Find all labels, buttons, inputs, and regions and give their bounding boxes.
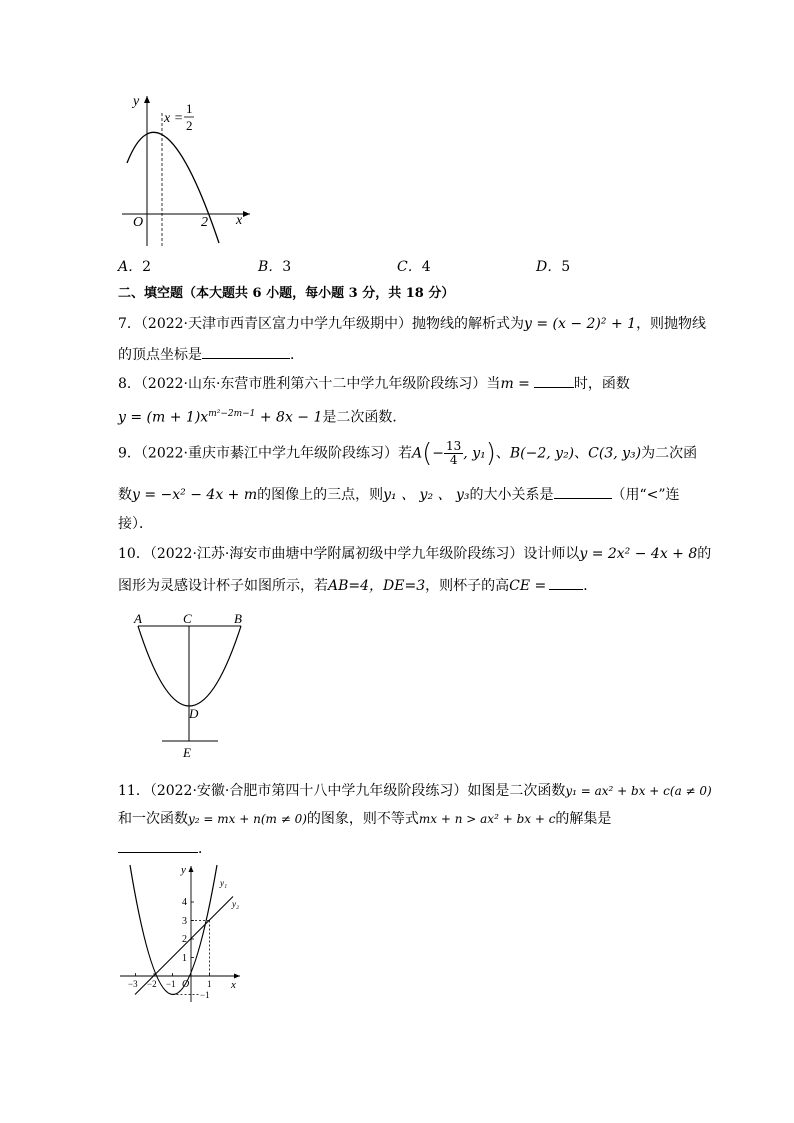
graph1-x-label: x [236,213,243,228]
q11-stem-a: 11．（2022·安徽·合肥市第四十八中学九年级阶段练习）如图是二次函数 [118,783,566,799]
q10-target: CE = [509,578,547,594]
question-10-line-2 [118,575,597,596]
graph1-x-arrow [243,211,250,217]
q9-point-b: B(−2, y₂) [509,445,575,462]
graph2-xtick-label-m2: −2 [147,979,157,989]
graph-1-parabola [112,88,257,253]
cup-label-a: A [134,611,142,626]
graph1-y-label: y [133,94,140,109]
option-b[interactable] [258,257,291,277]
q8-exponent: m²−2m−1 [208,409,256,419]
graph2-y2-label: y₂ [232,899,240,909]
question-9-line-2 [118,484,680,505]
q9-paren-open: ( [422,438,433,469]
q9-sep-1: 、 [495,445,510,462]
graph2-y1-label: y₁ [220,878,228,888]
graph2-xtick-label-m3: −3 [128,979,138,989]
cup-label-c: C [183,611,192,626]
graph-2-functions [112,860,252,1005]
option-d[interactable] [536,257,570,277]
graph1-root-label: 2 [201,215,208,230]
option-a[interactable] [118,257,151,277]
q9-stem-f: （用“<”连 [611,487,680,503]
q9-stem-d: 的图像上的三点，则 [257,487,384,503]
q9-stem-c: 数 [118,487,132,503]
graph2-x-arrow [234,974,240,979]
graph2-y-label: y [181,864,186,876]
q8-stem-a: 8．（2022·山东·东营市胜利第六十二中学九年级阶段练习）当 [118,376,501,392]
q9-paren-close: ) [485,438,496,469]
question-9-line-3: 接）． [118,516,153,532]
q9-point-c: C(3, y₃) [588,445,642,462]
q9-fraction [444,440,463,467]
option-c-value: 4 [421,259,431,275]
q9-answer-blank[interactable] [554,484,612,499]
q7-stem-a: 7．（2022·天津市西青区富力中学九年级期中）抛物线的解析式为 [118,316,524,332]
question-8-line-2 [118,404,406,428]
question-11-line-2 [118,809,611,829]
graph2-neg-one-label: −1 [200,990,210,1000]
option-b-value: 3 [282,259,292,275]
q8-answer-blank[interactable] [534,373,574,388]
graph2-x-label: x [231,979,236,991]
q9-y1: , y₁ [463,445,486,462]
graph2-origin: O [182,979,190,990]
q10-formula: y = 2x² − 4x + 8 [579,546,698,562]
graph2-ytick-label-3: 3 [182,916,187,927]
cup-figure [126,608,256,763]
graph1-origin-label: O [133,215,144,230]
q7-formula: y = (x − 2)² + 1 [524,316,637,332]
q9-point-a: A [412,445,423,462]
q11-stem-c: 的图象，则不等式 [306,811,419,827]
option-d-value: 5 [561,259,571,275]
q11-formula-1: y₁ = ax² + bx + c(a ≠ 0) [565,784,712,798]
option-b-letter: B． [258,259,283,275]
q11-formula-2: y₂ = mx + n(m ≠ 0) [188,812,307,826]
question-8-line-1 [118,373,630,394]
option-a-letter: A． [118,259,143,275]
question-11-line-3 [118,838,212,859]
graph2-xtick-label-m1: −1 [166,979,176,989]
q11-stem-b: 和一次函数 [118,811,188,827]
q8-formula-b: + 8x − 1 [255,409,323,426]
q11-answer-blank[interactable] [118,838,198,853]
question-7-line-2 [118,344,304,365]
q9-stem-a: 9．（2022·重庆市綦江中学九年级阶段练习）若 [118,445,412,462]
q9-frac-den: 4 [449,453,458,467]
q11-stem-d: 的解集是 [555,811,612,827]
cup-label-b: B [234,611,242,626]
q7-end: ． [290,347,304,363]
q7-answer-blank[interactable] [202,344,290,359]
question-10-line-1 [118,544,711,564]
graph2-y-arrow [189,866,194,872]
q9-ys: y₁ 、 y₂ 、 y₃ [383,487,470,503]
q10-stem-b: 的 [697,546,712,562]
question-7-line-1 [118,314,706,334]
graph1-axis-num: 1 [186,101,193,116]
graph2-ytick-label-4: 4 [182,897,187,908]
q11-end: ． [198,841,212,857]
cup-label-d: D [189,706,199,721]
q9-neg: − [432,445,445,462]
q9-stem-b: 为二次函 [641,445,698,462]
q10-condition: AB=4，DE=3 [328,578,426,594]
graph2-xtick-label-1: 1 [207,979,212,989]
q7-stem-b: ，则抛物线 [636,316,707,332]
graph2-parabola-y1 [130,865,217,995]
q9-sep-2: 、 [574,445,589,462]
q9-stem-e: 的大小关系是 [469,487,554,503]
option-d-letter: D． [536,259,562,275]
option-a-value: 2 [142,259,152,275]
q8-m-eq: m = [500,376,530,392]
q7-stem-c: 的顶点坐标是 [118,347,202,363]
graph1-axis-eq: x = [164,111,184,126]
graph1-y-arrow [144,96,150,103]
graph2-ytick-label-2: 2 [182,934,187,945]
q9-frac-num: 13 [446,439,462,453]
question-11-line-1 [118,781,712,801]
q8-stem-c: 是二次函数． [322,409,407,426]
q10-stem-a: 10．（2022·江苏·海安市曲塘中学附属初级中学九年级阶段练习）设计师以 [118,546,580,562]
q10-stem-d: ，则杯子的高 [425,578,510,594]
graph2-ytick-label-1: 1 [182,953,187,964]
q10-stem-c: 图形为灵感设计杯子如图所示，若 [118,578,328,594]
q10-answer-blank[interactable] [549,575,583,590]
q9-formula: y = −x² − 4x + m [132,487,258,503]
q11-inequality: mx + n > ax² + bx + c [418,812,556,826]
graph1-axis-den: 2 [186,118,193,133]
cup-label-e: E [183,745,191,760]
question-9-line-1 [118,440,697,467]
option-c-letter: C． [397,259,422,275]
option-c[interactable] [397,257,431,277]
q10-end: ． [583,578,598,594]
q8-stem-b: 时，函数 [573,376,630,392]
q8-formula-a: y = (m + 1)x [118,409,209,426]
section-heading: 二、填空题（本大题共 6 小题，每小题 3 分，共 18 分） [118,286,455,301]
